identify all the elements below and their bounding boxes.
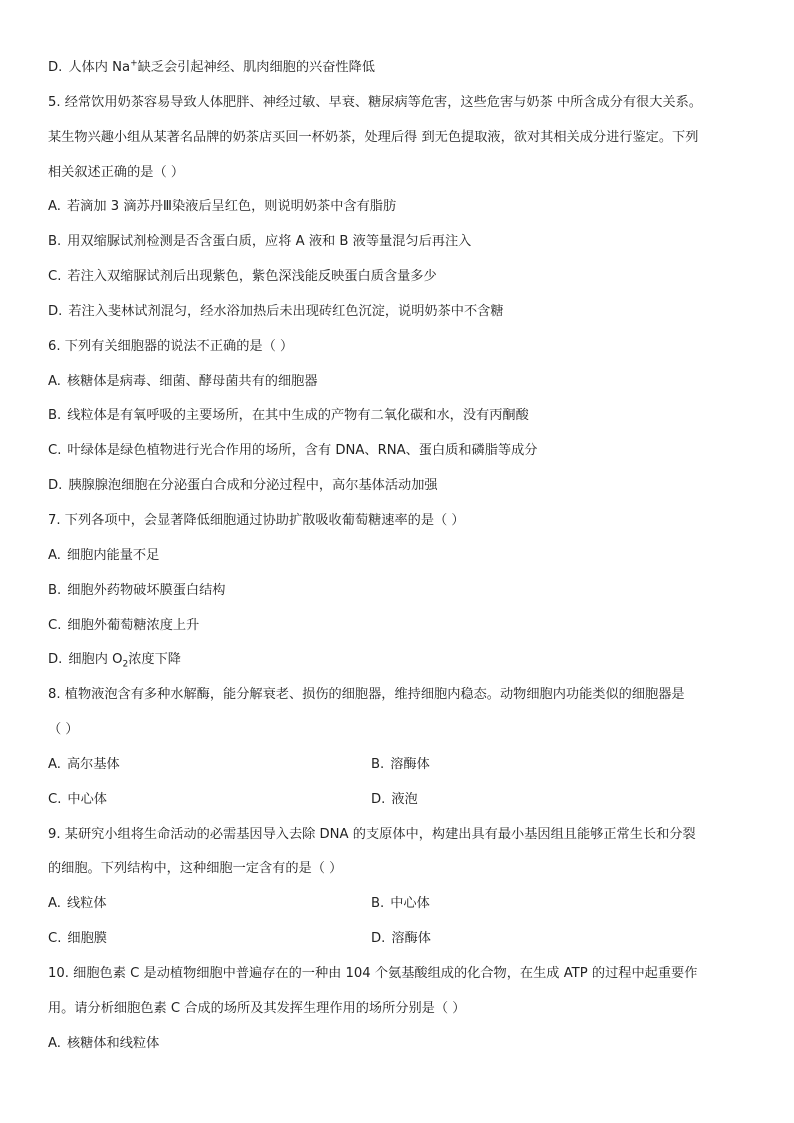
q4-option-d[interactable]: D. 人体内 Na+缺乏会引起神经、肌肉细胞的兴奋性降低 xyxy=(48,58,375,75)
q5-option-a[interactable]: A. 若滴加 3 滴苏丹Ⅲ染液后呈红色，则说明奶茶中含有脂肪 xyxy=(48,199,397,215)
q5-option-d[interactable]: D. 若注入斐林试剂混匀，经水浴加热后未出现砖红色沉淀，说明奶茶中不含糖 xyxy=(48,303,504,319)
q9-option-d[interactable]: D. 溶酶体 xyxy=(371,931,431,947)
q6-option-b[interactable]: B. 线粒体是有氧呼吸的主要场所，在其中生成的产物有二氧化碳和水，没有丙酮酸 xyxy=(48,408,529,424)
q6-option-d[interactable]: D. 胰腺腺泡细胞在分泌蛋白合成和分泌过程中，高尔基体活动加强 xyxy=(48,478,438,494)
q7-option-a[interactable]: A. 细胞内能量不足 xyxy=(48,547,160,563)
q10-option-a[interactable]: A. 核糖体和线粒体 xyxy=(48,1035,160,1051)
q8-option-b[interactable]: B. 溶酶体 xyxy=(371,756,430,772)
q7-option-b[interactable]: B. 细胞外药物破坏膜蛋白结构 xyxy=(48,582,226,598)
q8-options-row1 xyxy=(48,748,758,783)
q10-stem-line1: 10. 细胞色素 C 是动植物细胞中普遍存在的一种由 104 个氨基酸组成的化合物，在生成 ATP 的过程中起重要作 xyxy=(48,965,698,981)
q8-options-row2 xyxy=(48,783,758,818)
q8-option-d[interactable]: D. 液泡 xyxy=(371,791,418,807)
q9-options-row2 xyxy=(48,922,758,957)
q8-option-c[interactable]: C. 中心体 xyxy=(48,791,107,807)
q8-option-a[interactable]: A. 高尔基体 xyxy=(48,756,120,772)
q9-option-a[interactable]: A. 线粒体 xyxy=(48,896,107,912)
q9-option-b[interactable]: B. 中心体 xyxy=(371,896,430,912)
q5-option-c[interactable]: C. 若注入双缩脲试剂后出现紫色，紫色深浅能反映蛋白质含量多少 xyxy=(48,269,437,285)
q6-option-a[interactable]: A. 核糖体是病毒、细菌、酵母菌共有的细胞器 xyxy=(48,373,318,389)
q9-stem-line2: 的细胞。下列结构中，这种细胞一定含有的是（ ） xyxy=(48,861,343,877)
q8-stem-line2: （ ） xyxy=(48,722,79,738)
q5-stem-line2: 某生物兴趣小组从某著名品牌的奶茶店买回一杯奶茶，处理后得 到无色提取液，欲对其相关成分进行鉴定。下列 xyxy=(48,129,699,145)
q9-options-row1 xyxy=(48,887,758,922)
q9-option-c[interactable]: C. 细胞膜 xyxy=(48,931,107,947)
q5-stem-line3: 相关叙述正确的是（ ） xyxy=(48,164,185,180)
document-page xyxy=(48,51,758,1061)
q7-option-c[interactable]: C. 细胞外葡萄糖浓度上升 xyxy=(48,617,200,633)
q7-stem: 7. 下列各项中，会显著降低细胞通过协助扩散吸收葡萄糖速率的是（ ） xyxy=(48,512,465,528)
q10-stem-line2: 用。请分析细胞色素 C 合成的场所及其发挥生理作用的场所分别是（ ） xyxy=(48,1000,466,1016)
q9-stem-line1: 9. 某研究小组将生命活动的必需基因导入去除 DNA 的支原体中，构建出具有最小基因组且能够正常生长和分裂 xyxy=(48,826,696,842)
q5-option-b[interactable]: B. 用双缩脲试剂检测是否含蛋白质，应将 A 液和 B 液等量混匀后再注入 xyxy=(48,234,472,250)
q6-stem: 6. 下列有关细胞器的说法不正确的是（ ） xyxy=(48,338,294,354)
q5-stem-line1: 5. 经常饮用奶茶容易导致人体肥胖、神经过敏、早衰、糖尿病等危害，这些危害与奶茶 中所含成分有很大关系。 xyxy=(48,94,702,110)
q6-option-c[interactable]: C. 叶绿体是绿色植物进行光合作用的场所，含有 DNA、RNA、蛋白质和磷脂等成分 xyxy=(48,443,538,459)
q7-option-d[interactable]: D. 细胞内 $O_2$浓度下降 xyxy=(48,652,181,670)
q8-stem-line1: 8. 植物液泡含有多种水解酶，能分解衰老、损伤的细胞器，维持细胞内稳态。动物细胞内功能类似的细胞器是 xyxy=(48,687,685,703)
